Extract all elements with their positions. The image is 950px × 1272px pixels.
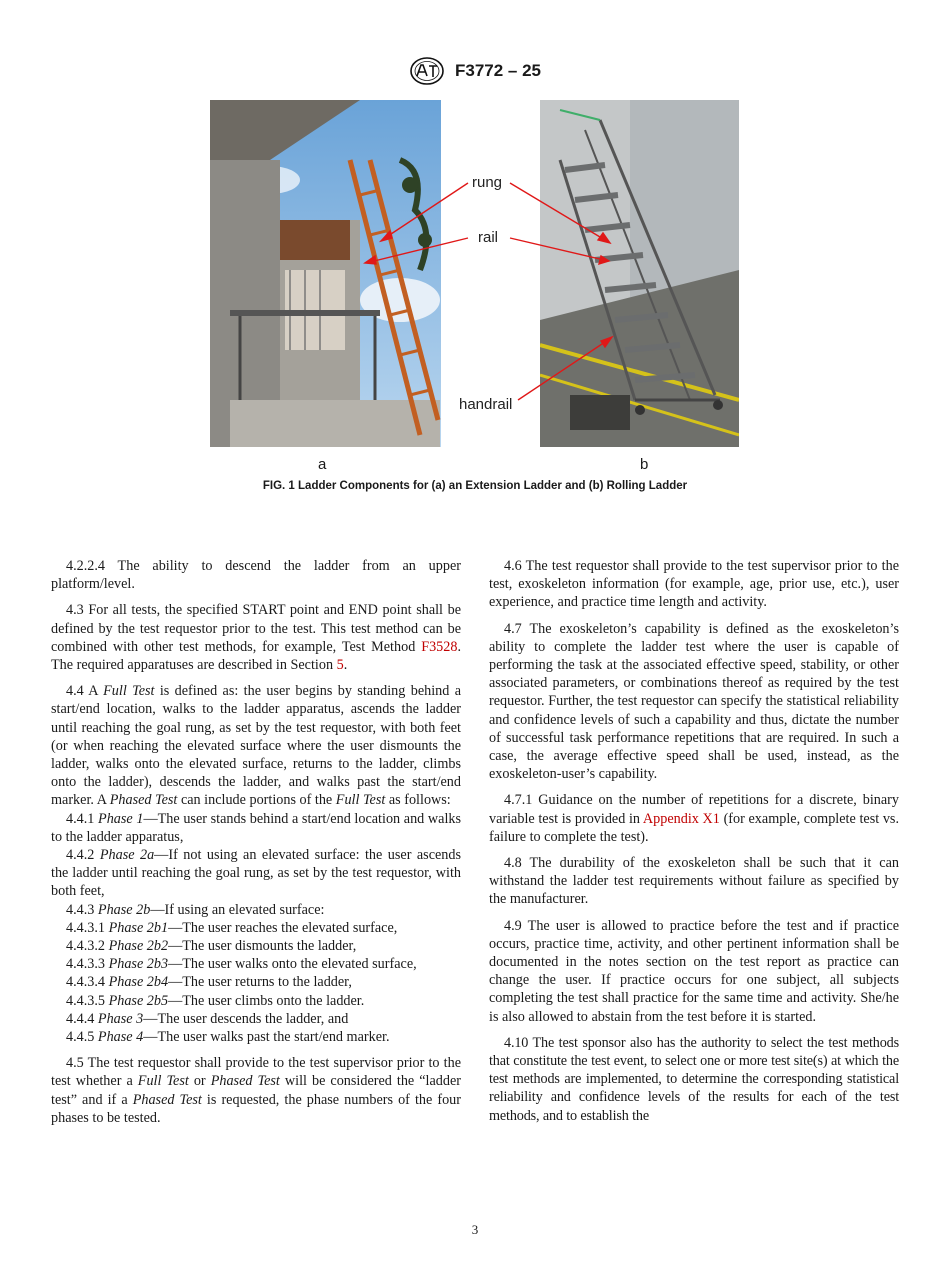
para-4-10: 4.10 The test sponsor also has the authority to select the test methods that constitute the test event, to select one or more test site(s) at which the test methods are implemented, to determine the corresponding statistical reliability and confidence levels of the results for each of the test methods, and to establish the xyxy=(489,1034,899,1124)
link-section-5[interactable]: 5 xyxy=(336,657,344,674)
phase-item: 4.4.4 Phase 3—The user descends the ladder, and xyxy=(66,1010,349,1027)
figure-callouts xyxy=(200,100,760,460)
phase-item: 4.4.3.3 Phase 2b3—The user walks onto the elevated surface, xyxy=(66,956,417,973)
phase-item: 4.4.3.4 Phase 2b4—The user returns to the ladder, xyxy=(66,974,352,991)
phase-item: 4.4.3.1 Phase 2b1—The user reaches the elevated surface, xyxy=(66,919,398,936)
para-4-3: 4.3 For all tests, the specified START point and END point shall be defined by the test requestor prior to the test. This test method can be combined with other test methods, for example, Test Method F3528. The required apparatuses are described in Section 5. xyxy=(51,602,461,674)
para-4-5: 4.5 The test requestor shall provide to the test supervisor prior to the test whether a Full Test or Phased Test will be considered the “ladder test” and if a Phased Test is requested, the phase numbers of the four phases to be tested. xyxy=(51,1055,461,1126)
phase-item: 4.4.1 Phase 1—The user stands behind a start/end location and walks to the ladder apparatus, xyxy=(51,810,462,845)
para-4-7-1: 4.7.1 Guidance on the number of repetitions for a discrete, binary variable test is provided in Appendix X1 (for example, complete test vs. failure to complete the test). xyxy=(489,792,899,845)
phase-item: 4.4.3.2 Phase 2b2—The user dismounts the ladder, xyxy=(66,938,357,955)
right-column xyxy=(489,557,899,1125)
callout-handrail: handrail xyxy=(459,396,513,413)
para-4-8: 4.8 The durability of the exoskeleton shall be such that it can withstand the ladder test requirements without failure as specified by the manufacturer. xyxy=(489,855,899,908)
para-4-7: 4.7 The exoskeleton’s capability is defined as the exoskeleton’s ability to complete the ladder test where the user is capable of performing the task at the associated effective speed, stability, or other associated parameters, or combinations thereof as required by the test requestor. Further, the test requestor can specify the statistical reliability and confidence levels of such a capability and thus, dictate the number of successful task performance repetitions that are required. In such a case, the average effective speed shall be used, instead, as the exoskeleton-user’s capability. xyxy=(489,620,899,783)
phase-item: 4.4.3.5 Phase 2b5—The user climbs onto the ladder. xyxy=(66,992,365,1009)
phase-item: 4.4.2 Phase 2a—If not using an elevated surface: the user ascends the ladder until reaching the goal rung, as set by the test requestor, with both feet, xyxy=(51,847,461,900)
para-4-6: 4.6 The test requestor shall provide to the test supervisor prior to the test, exoskeleton information (for example, age, prior use, etc.), user experience, and practice time length and activity. xyxy=(489,558,899,611)
para-4-2-2-4: 4.2.2.4 The ability to descend the ladder from an upper platform/level. xyxy=(51,558,461,593)
page-header xyxy=(0,56,950,86)
page-number: 3 xyxy=(471,1222,479,1237)
figure-sublabel-b: b xyxy=(640,456,649,473)
para-4-4: 4.4 A Full Test is defined as: the user begins by standing behind a start/end location, walks to the ladder apparatus, ascends the ladder until reaching the goal rung, as set by the test requestor, with both feet (or when reaching the elevated surface where the user dismounts the ladder, walks onto the elevated surface, returns to the ladder, climbs onto the ladder), descends the ladder, and walks past the start/end marker. A Phased Test can include portions of the Full Test as follows: xyxy=(51,683,461,809)
link-appendix-x1[interactable]: Appendix X1 xyxy=(642,810,720,827)
left-column xyxy=(51,557,461,1127)
standard-designation: F3772 – 25 xyxy=(454,61,541,80)
phase-item: 4.4.3 Phase 2b—If using an elevated surface: xyxy=(66,901,325,918)
callout-rail: rail xyxy=(478,229,499,246)
astm-logo-icon xyxy=(409,56,445,86)
figure-sublabel-a: a xyxy=(318,456,327,473)
para-4-9: 4.9 The user is allowed to practice before the test and if practice occurs, practice time, activity, and other pertinent information shall be documented in the notes section on the test report as practice can change the user. If practice occurs for one subject, all subjects completing the test shall practice for the same time and activity. She/he is also allowed to abstain from the test before it is started. xyxy=(489,917,899,1025)
phase-item: 4.4.5 Phase 4—The user walks past the start/end marker. xyxy=(66,1029,390,1046)
link-f3528[interactable]: F3528 xyxy=(421,638,458,655)
figure-caption: FIG. 1 Ladder Components for (a) an Extension Ladder and (b) Rolling Ladder xyxy=(262,480,688,492)
callout-rung: rung xyxy=(472,174,503,191)
